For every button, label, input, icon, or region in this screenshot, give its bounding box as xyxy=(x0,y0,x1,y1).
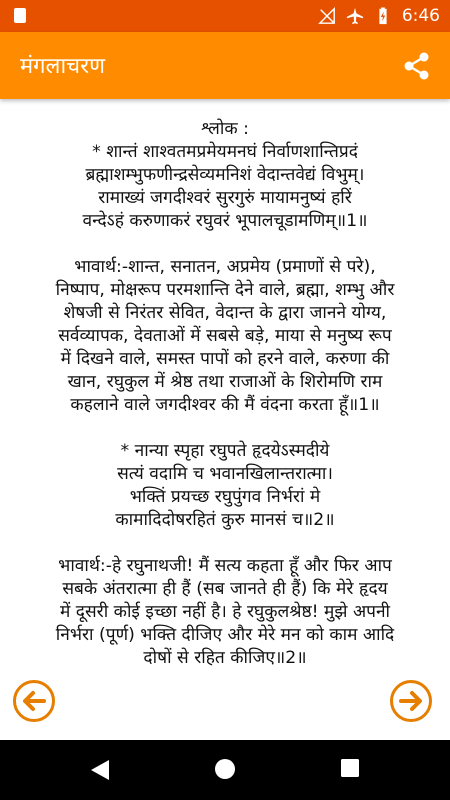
shloka-line: रामाख्यं जगदीश्वरं सुरगुरुं मायामनुष्यं हरिं xyxy=(98,188,352,208)
shloka-line: श्लोक : xyxy=(201,119,249,139)
page-title: मंगलाचरण xyxy=(20,54,106,79)
content-scroll[interactable] xyxy=(0,100,450,740)
meaning-1 xyxy=(0,256,450,417)
shloka-line: * शान्तं शाश्वतमप्रमेयमनघं निर्वाणशान्तिप्रदं xyxy=(92,142,358,162)
meaning-line: सर्वव्यापक, देवताओं में सबसे बड़े, माया से मनुष्य रूप xyxy=(58,326,392,346)
sd-card-icon xyxy=(14,8,26,23)
meaning-line: सबके अंतरात्मा ही हैं (सब जानते ही हैं) कि मेरे हृदय xyxy=(62,579,388,599)
airplane-icon xyxy=(346,7,364,25)
shloka-line: कामादिदोषरहितं कुरु मानसं च॥2॥ xyxy=(115,510,335,530)
shloka-line: * नान्या स्पृहा रघुपते हृदयेऽस्मदीये xyxy=(120,441,330,461)
meaning-line: कहलाने वाले जगदीश्वर की मैं वंदना करता हूँ॥1॥ xyxy=(70,395,380,415)
meaning-line: में दूसरी कोई इच्छा नहीं है। हे रघुकुलश्रेष्ठ! मुझे अपनी xyxy=(59,602,391,622)
shloka-1 xyxy=(0,118,450,233)
back-icon[interactable] xyxy=(89,758,111,782)
system-nav-bar xyxy=(0,740,450,800)
status-bar xyxy=(0,0,450,32)
meaning-line: खान, रघुकुल में श्रेष्ठ तथा राजाओं के शिरोमणि राम xyxy=(67,372,383,392)
clock: 6:46 xyxy=(401,6,440,26)
meaning-line: निर्भरा (पूर्ण) भक्ति दीजिए और मेरे मन को काम आदि xyxy=(55,625,395,645)
share-icon[interactable] xyxy=(402,51,432,81)
next-button[interactable] xyxy=(390,680,432,722)
previous-button[interactable] xyxy=(13,680,55,722)
shloka-line: ब्रह्माशम्भुफणीन्द्रसेव्यमनिशं वेदान्तवेद्यं विभुम्। xyxy=(85,165,365,185)
status-icons xyxy=(318,5,440,27)
meaning-line: दोषों से रहित कीजिए॥2॥ xyxy=(143,648,307,668)
meaning-line: भावार्थ:-हे रघुनाथजी! मैं सत्य कहता हूँ और फिर आप xyxy=(58,556,392,576)
app-bar xyxy=(0,32,450,99)
arrow-right-icon xyxy=(393,683,429,719)
recents-icon[interactable] xyxy=(340,758,360,778)
battery-charging-icon xyxy=(374,7,392,25)
meaning-line: शेषजी से निरंतर सेवित, वेदान्त के द्वारा जानने योग्य, xyxy=(63,303,387,323)
shloka-2 xyxy=(0,440,450,532)
shloka-line: वन्देऽहं करुणाकरं रघुवरं भूपालचूडामणिम्॥1॥ xyxy=(82,211,368,231)
arrow-left-icon xyxy=(16,683,52,719)
meaning-line: में दिखने वाले, समस्त पापों को हरने वाले, करुणा की xyxy=(60,349,390,369)
shloka-line: सत्यं वदामि च भवानखिलान्तरात्मा। xyxy=(117,464,333,484)
home-icon[interactable] xyxy=(214,758,236,780)
meaning-line: निष्पाप, मोक्षरूप परमशान्ति देने वाले, ब्रह्मा, शम्भु और xyxy=(55,280,395,300)
meaning-line: भावार्थ:-शान्त, सनातन, अप्रमेय (प्रमाणों से परे), xyxy=(74,257,376,277)
meaning-2 xyxy=(0,555,450,670)
signal-off-icon xyxy=(318,7,336,25)
shloka-line: भक्तिं प्रयच्छ रघुपुंगव निर्भरां मे xyxy=(129,487,321,507)
